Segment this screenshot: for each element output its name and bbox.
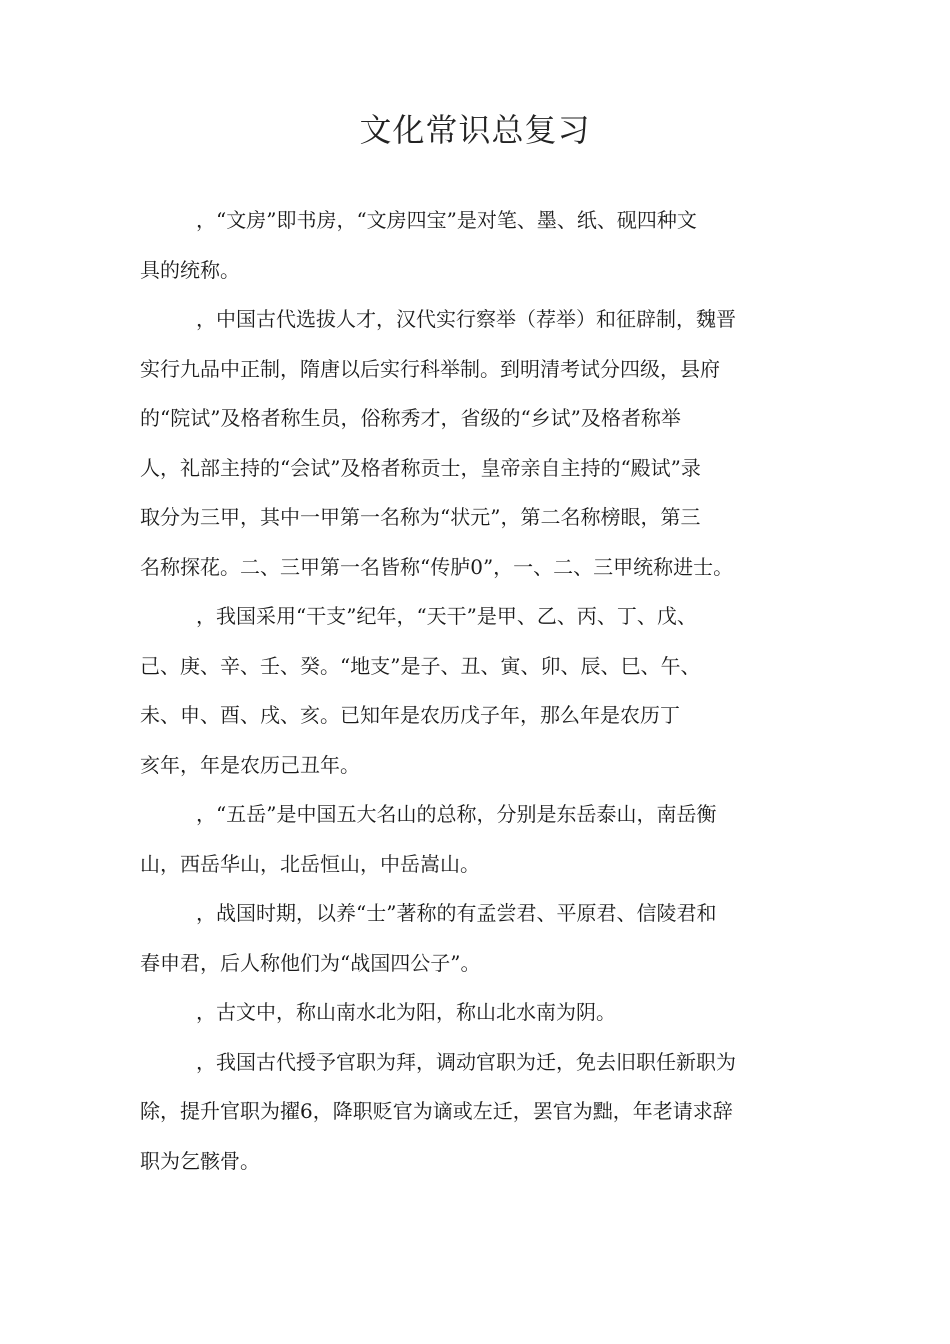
paragraph-line: 名称探花。二、三甲第一名皆称“传胪0”，一、二、三甲统称进士。 xyxy=(140,554,734,579)
paragraph-line: 的“院试”及格者称生员，俗称秀才，省级的“乡试”及格者称举 xyxy=(140,406,681,430)
paragraph-line: ，“文房”即书房，“文房四宝”是对笔、墨、纸、砚四种文 xyxy=(196,208,697,232)
document-title: 文化常识总复习 xyxy=(359,111,591,149)
paragraph-line: 春申君，后人称他们为“战国四公子”。 xyxy=(140,950,481,975)
paragraph-line: ，古文中，称山南水北为阳，称山北水南为阴。 xyxy=(196,1000,616,1024)
document-body xyxy=(140,196,830,1186)
paragraph-line: 职为乞骸骨。 xyxy=(140,1148,260,1173)
paragraph-line: 己、庚、辛、壬、癸。“地支”是子、丑、寅、卯、辰、巳、午、 xyxy=(140,653,701,678)
paragraph-keju xyxy=(140,295,830,592)
paragraph-guanzhi xyxy=(140,1038,830,1187)
paragraph-line: 人，礼部主持的“会试”及格者称贡士，皇帝亲自主持的“殿试”录 xyxy=(140,455,701,480)
paragraph-line: 未、申、酉、戌、亥。已知年是农历戊子年，那么年是农历丁 xyxy=(140,703,680,727)
paragraph-line: 具的统称。 xyxy=(140,257,240,282)
paragraph-line: 实行九品中正制，隋唐以后实行科举制。到明清考试分四级，县府 xyxy=(140,356,720,381)
paragraph-line: ，中国古代选拔人才，汉代实行察举（荐举）和征辟制，魏晋 xyxy=(196,307,736,331)
paragraph-line: 山，西岳华山，北岳恒山，中岳嵩山。 xyxy=(140,851,480,876)
paragraph-line: 除，提升官职为擢6，降职贬官为谪或左迁，罢官为黜，年老请求辞 xyxy=(140,1099,733,1123)
paragraph-ganzhi xyxy=(140,592,830,790)
paragraph-yinyang xyxy=(140,988,830,1038)
paragraph-line: ，战国时期，以养“士”著称的有孟尝君、平原君、信陵君和 xyxy=(196,901,717,925)
paragraph-wenfang xyxy=(140,196,830,295)
paragraph-line: ，“五岳”是中国五大名山的总称，分别是东岳泰山，南岳衡 xyxy=(196,802,717,826)
paragraph-line: 取分为三甲，其中一甲第一名称为“状元”，第二名称榜眼，第三 xyxy=(140,505,701,529)
paragraph-sigongzi xyxy=(140,889,830,988)
paragraph-line: ，我国采用“干支”纪年，“天干”是甲、乙、丙、丁、戊、 xyxy=(196,604,697,628)
paragraph-line: 亥年，年是农历己丑年。 xyxy=(140,752,360,777)
paragraph-line: ，我国古代授予官职为拜，调动官职为迁，免去旧职任新职为 xyxy=(196,1049,736,1074)
paragraph-wuyue xyxy=(140,790,830,889)
